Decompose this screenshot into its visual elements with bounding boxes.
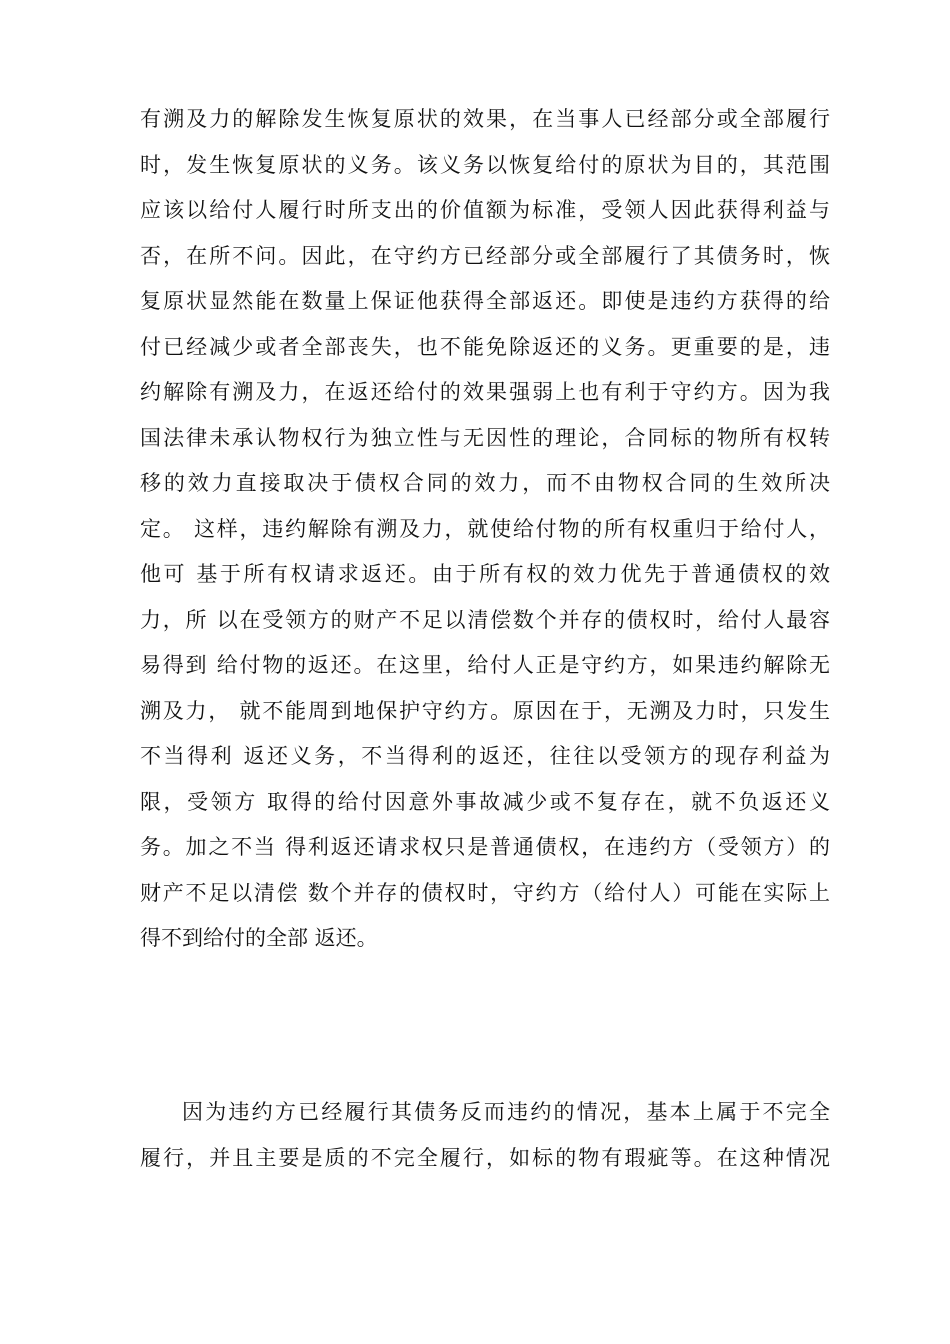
- text-line-indented: 因为违约方已经履行其债务反而违约的情况，基本上属于不完全: [182, 1100, 830, 1124]
- text-line: 国法律未承认物权行为独立性与无因性的理论，合同标的物所有权转: [140, 425, 830, 450]
- text-line: 定。 这样，违约解除有溯及力，就使给付物的所有权重归于给付人，: [140, 516, 830, 541]
- text-line: 有溯及力的解除发生恢复原状的效果，在当事人已经部分或全部履行: [140, 107, 830, 131]
- paragraph-restitution-effect: [140, 97, 830, 962]
- text-line: 易得到 给付物的返还。在这里，给付人正是守约方，如果违约解除无: [140, 653, 830, 677]
- text-line: 财产不足以清偿 数个并存的债权时，守约方（给付人）可能在实际上: [140, 880, 830, 905]
- text-line: 务。加之不当 得利返还请求权只是普通债权，在违约方（受领方）的: [140, 835, 830, 859]
- text-line: 付已经减少或者全部丧失，也不能免除返还的义务。更重要的是，违: [140, 334, 830, 359]
- text-line: 移的效力直接取决于债权合同的效力，而不由物权合同的生效所决: [140, 471, 830, 495]
- text-line-last: 得不到给付的全部 返还。: [140, 926, 378, 950]
- text-line: 复原状显然能在数量上保证他获得全部返还。即使是违约方获得的给: [140, 289, 830, 313]
- text-line: 时，发生恢复原状的义务。该义务以恢复给付的原状为目的，其范围: [140, 152, 830, 177]
- text-line: 履行，并且主要是质的不完全履行，如标的物有瑕疵等。在这种情况: [140, 1145, 830, 1170]
- text-line: 力，所 以在受领方的财产不足以清偿数个并存的债权时，给付人最容: [140, 607, 830, 632]
- paragraph-incomplete-performance: [140, 1090, 830, 1181]
- text-line: 他可 基于所有权请求返还。由于所有权的效力优先于普通债权的效: [140, 562, 830, 586]
- text-line: 否，在所不问。因此，在守约方已经部分或全部履行了其债务时，恢: [140, 243, 830, 268]
- text-line: 约解除有溯及力，在返还给付的效果强弱上也有利于守约方。因为我: [140, 380, 830, 404]
- text-line: 溯及力， 就不能周到地保护守约方。原因在于，无溯及力时，只发生: [140, 698, 830, 723]
- text-line: 限，受领方 取得的给付因意外事故减少或不复存在，就不负返还义: [140, 789, 830, 814]
- text-line: 不当得利 返还义务，不当得利的返还，往往以受领方的现存利益为: [140, 744, 830, 768]
- text-line: 应该以给付人履行时所支出的价值额为标准，受领人因此获得利益与: [140, 198, 830, 222]
